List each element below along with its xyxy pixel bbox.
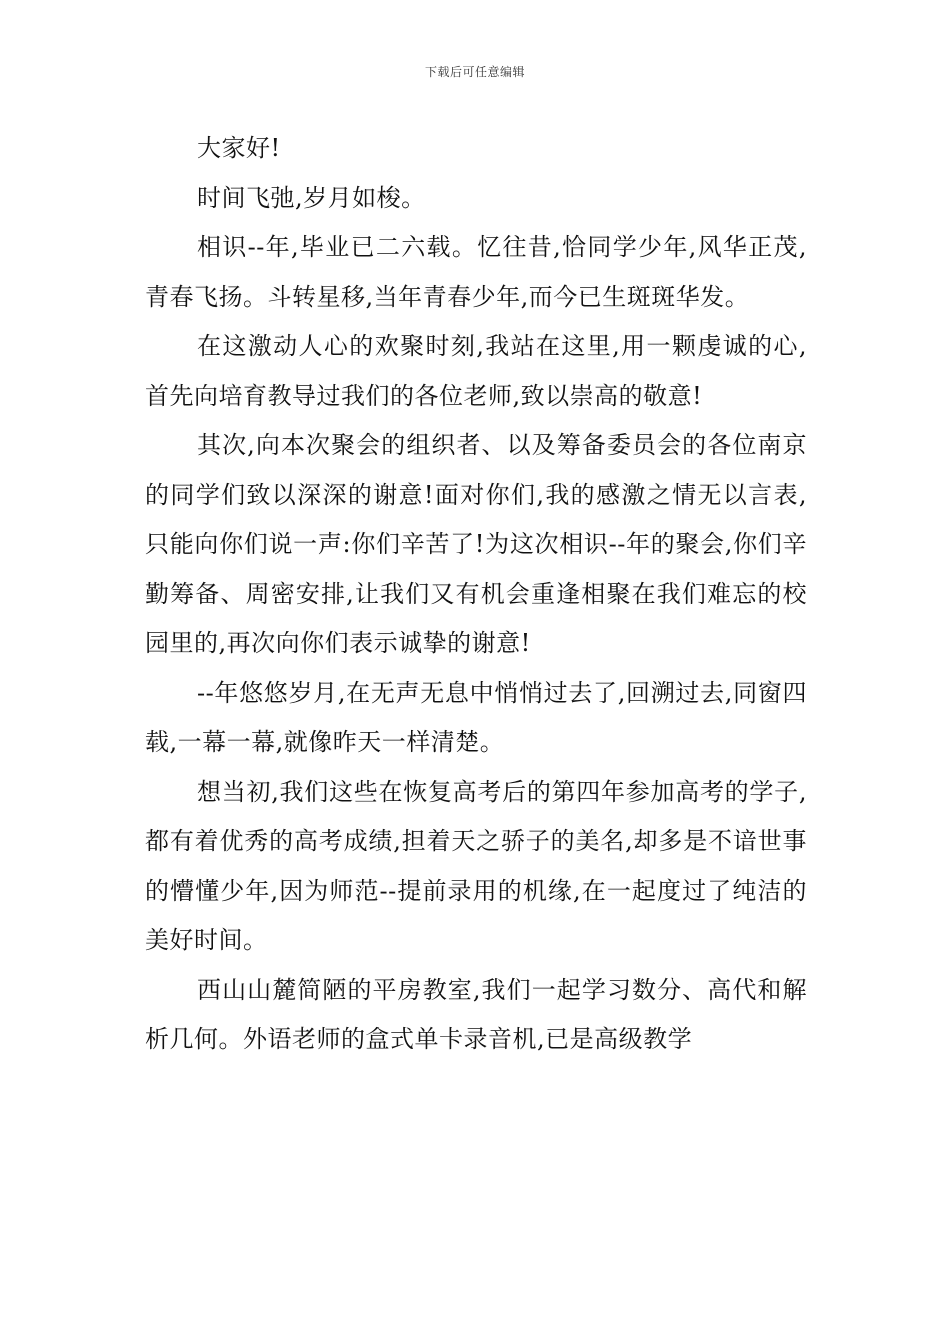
page-header-note: 下载后可任意编辑: [424, 65, 525, 79]
paragraph-classroom: 西山山麓简陋的平房教室,我们一起学习数分、高代和解析几何。外语老师的盒式单卡录音机,已是高级教学: [145, 975, 807, 1053]
paragraph-recollection: 想当初,我们这些在恢复高考后的第四年参加高考的学子,都有着优秀的高考成绩,担着天之骄子的美名,却多是不谙世事的懵懂少年,因为师范--提前录用的机缘,在一起度过了纯洁的美好时间。: [145, 777, 807, 954]
paragraph-thanks-organizers: 其次,向本次聚会的组织者、以及筹备委员会的各位南京的同学们致以深深的谢意!面对你们,我的感激之情无以言表,只能向你们说一声:你们辛苦了!为这次相识--年的聚会,你们辛勤筹备、周密安排,让我们又有机会重逢相聚在我们难忘的校园里的,再次向你们表示诚挚的谢意!: [145, 431, 807, 657]
paragraph-time-flies: 时间飞弛,岁月如梭。: [197, 183, 426, 212]
paragraph-acquaintance: 相识--年,毕业已二六载。忆往昔,恰同学少年,风华正茂,青春飞扬。斗转星移,当年青春少年,而今已生斑斑华发。: [145, 233, 807, 311]
paragraph-thanks-teachers: 在这激动人心的欢聚时刻,我站在这里,用一颗虔诚的心,首先向培育教导过我们的各位老师,致以崇高的敬意!: [145, 332, 807, 410]
document-body: [145, 124, 807, 1065]
paragraph-years-past: --年悠悠岁月,在无声无息中悄悄过去了,回溯过去,同窗四载,一幕一幕,就像昨天一样清楚。: [145, 678, 807, 756]
paragraph-greeting: 大家好!: [197, 134, 281, 162]
